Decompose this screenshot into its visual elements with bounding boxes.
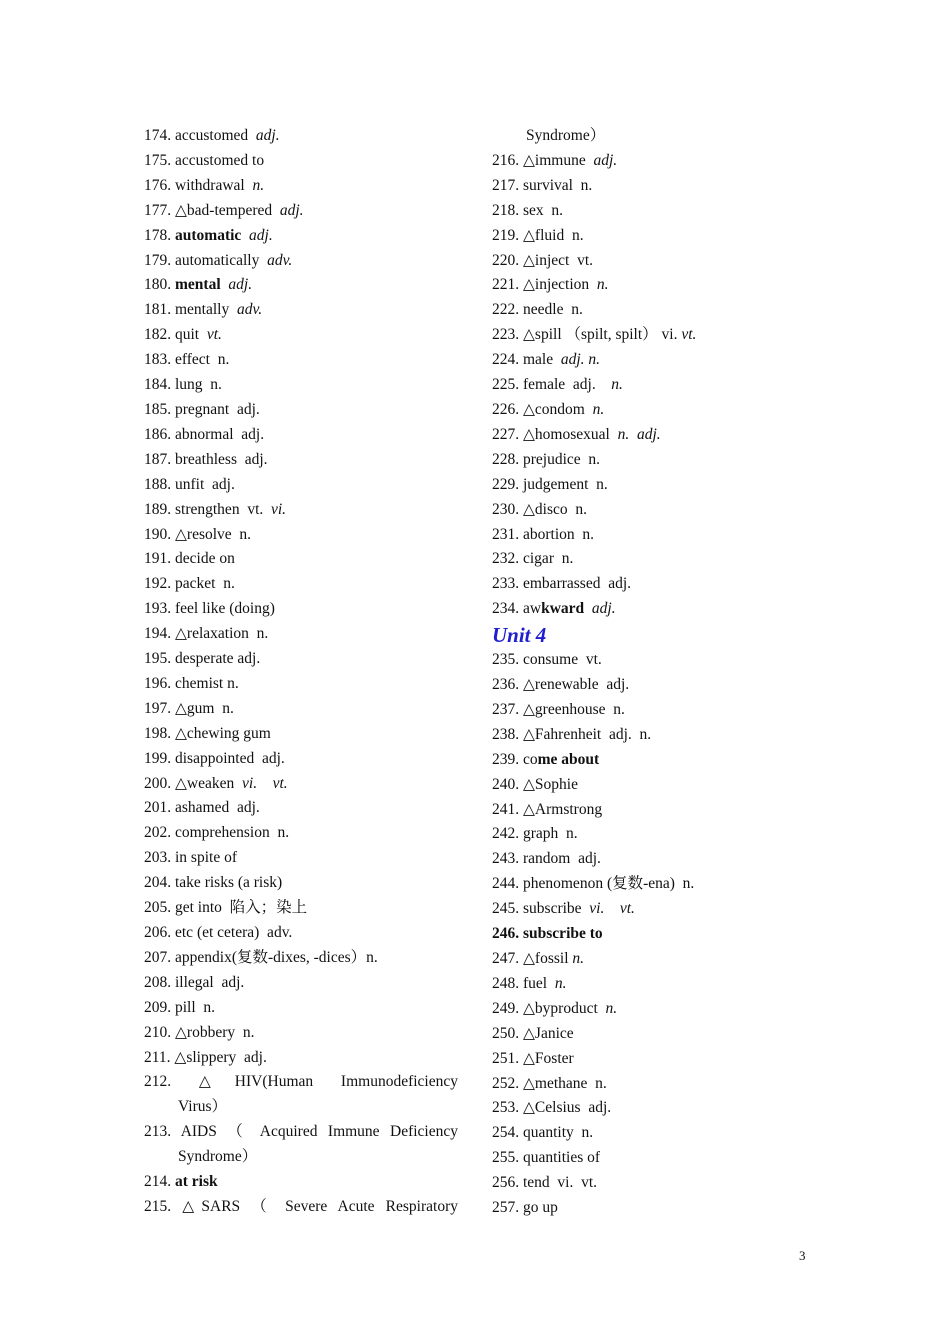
entry-text: n. <box>596 276 609 294</box>
entry-text: 203. in spite of <box>144 849 237 867</box>
vocab-entry <box>144 796 458 821</box>
entry-text: 227. △homosexual <box>492 425 618 443</box>
entry-text: 176. withdrawal <box>144 176 253 194</box>
left-column <box>144 124 458 1220</box>
vocab-entry <box>144 273 458 298</box>
vocab-entry <box>492 648 822 673</box>
entry-text: vi. <box>271 500 287 518</box>
vocab-entry <box>144 348 458 373</box>
vocab-entry <box>492 498 822 523</box>
entry-text: 238. △Fahrenheit adj. n. <box>492 725 652 743</box>
entry-text: 211. △slippery adj. <box>144 1048 267 1066</box>
entry-text: 177. △bad-tempered <box>144 201 280 219</box>
entry-text: 221. △injection <box>492 276 597 294</box>
entry-text: 255. quantities of <box>492 1149 601 1167</box>
vocab-entry <box>144 423 458 448</box>
entry-text: n. adj. <box>617 425 661 443</box>
vocab-entry <box>144 1170 458 1195</box>
entry-text: 217. survival n. <box>492 176 593 194</box>
entry-text: 204. take risks (a risk) <box>144 874 283 892</box>
vocab-entry <box>492 199 822 224</box>
entry-text: 232. cigar n. <box>492 550 574 568</box>
vocab-entry <box>144 1195 458 1220</box>
entry-text: 214. <box>144 1173 175 1191</box>
entry-text: adj. <box>228 276 253 294</box>
vocab-entry <box>492 298 822 323</box>
entry-text: 182. quit <box>144 326 207 344</box>
entry-text: 235. consume vt. <box>492 651 602 669</box>
entry-text: 220. △inject vt. <box>492 251 594 269</box>
entry-text: mental <box>175 276 221 294</box>
vocab-entry <box>144 896 458 921</box>
entry-text: 249. △byproduct <box>492 999 606 1017</box>
vocab-entry <box>492 423 822 448</box>
vocab-entry <box>144 523 458 548</box>
vocab-entry <box>144 672 458 697</box>
entry-text: Virus） <box>178 1098 228 1116</box>
entry-text: 197. △gum n. <box>144 699 234 717</box>
vocab-entry <box>144 124 458 149</box>
entry-text: 184. lung n. <box>144 376 222 394</box>
vocab-entry <box>492 847 822 872</box>
entry-text: 191. decide on <box>144 550 235 568</box>
vocab-entry <box>144 1120 458 1145</box>
entry-text: 178. <box>144 226 175 244</box>
vocab-entry <box>144 199 458 224</box>
entry-text: 180. <box>144 276 175 294</box>
vocab-entry <box>144 871 458 896</box>
vocab-entry <box>492 1022 822 1047</box>
vocab-entry <box>492 698 822 723</box>
vocab-entry <box>492 273 822 298</box>
vocab-entry <box>492 1096 822 1121</box>
vocab-entry <box>144 249 458 274</box>
entry-text: n. <box>572 950 585 967</box>
entry-text: 208. illegal adj. <box>144 973 245 991</box>
vocab-entry <box>144 174 458 199</box>
entry-text: 233. embarrassed adj. <box>492 575 632 593</box>
entry-text: n. <box>605 999 618 1017</box>
entry-text: me about <box>537 750 600 768</box>
entry-text: 198. △chewing gum <box>144 724 271 742</box>
vocab-entry <box>144 697 458 722</box>
entry-text: 206. etc (et cetera) adv. <box>144 924 293 941</box>
vocab-entry <box>492 373 822 398</box>
entry-text: 250. △Janice <box>492 1024 574 1042</box>
entry-text: vt. <box>681 326 697 344</box>
entry-text: 205. get into 陷入；染上 <box>144 899 308 917</box>
entry-text: 256. tend vi. vt. <box>492 1174 598 1192</box>
page-number: 3 <box>799 1248 806 1263</box>
entry-text: 240. △Sophie <box>492 775 578 793</box>
vocab-entry <box>492 348 822 373</box>
entry-text: 186. abnormal adj. <box>144 425 265 443</box>
vocab-entry <box>492 972 822 997</box>
vocab-entry <box>492 673 822 698</box>
vocab-entry <box>144 1070 458 1095</box>
right-bottom-entries <box>492 648 822 1221</box>
entry-text: 248. fuel <box>492 974 555 992</box>
vocab-entry <box>492 149 822 174</box>
entry-text <box>584 600 592 617</box>
entry-text: 242. graph n. <box>492 825 578 843</box>
entry-text: 210. △robbery n. <box>144 1023 255 1041</box>
entry-text: 207. appendix(复数-dixes, -dices）n. <box>144 948 378 966</box>
vocab-entry <box>144 772 458 797</box>
vocab-entry <box>492 1047 822 1072</box>
entry-text: 231. abortion n. <box>492 525 595 543</box>
entry-text: n. <box>611 376 623 394</box>
entry-text: 241. △Armstrong <box>492 800 603 818</box>
entry-text: 239. co <box>492 750 538 768</box>
entry-text: 189. strengthen vt. <box>144 500 271 518</box>
entry-text: n. <box>554 974 567 992</box>
entry-text: 244. phenomenon (复数-ena) n. <box>492 875 695 893</box>
vocab-entry <box>492 897 822 922</box>
vocab-entry <box>144 946 458 971</box>
entry-text: 175. accustomed to <box>144 151 265 169</box>
entry-text: 243. random adj. <box>492 850 601 868</box>
vocab-entry <box>144 747 458 772</box>
vocab-entry <box>144 473 458 498</box>
vocab-entry <box>144 572 458 597</box>
vocab-entry <box>144 971 458 996</box>
entry-text: n. <box>252 176 265 194</box>
vocab-entry <box>492 473 822 498</box>
entry-text: 213. AIDS （ Acquired Immune Deficiency <box>144 1123 458 1141</box>
entry-text: vi. vt. <box>242 774 288 792</box>
vocab-entry <box>144 448 458 473</box>
vocab-entry <box>492 1171 822 1196</box>
entry-text: 236. △renewable adj. <box>492 676 630 694</box>
entry-text: 251. △Foster <box>492 1049 574 1067</box>
entry-text: 194. △relaxation n. <box>144 625 269 643</box>
entry-text: 219. △fluid n. <box>492 226 584 244</box>
vocab-entry <box>144 1046 458 1071</box>
entry-text: adj. n. <box>560 351 601 369</box>
entry-text: 226. △condom <box>492 400 593 418</box>
entry-text: 215. △SARS （ Severe Acute Respiratory <box>144 1197 458 1215</box>
vocab-entry <box>144 597 458 622</box>
entry-text: 201. ashamed adj. <box>144 799 260 817</box>
entry-text: 252. △methane n. <box>492 1074 607 1092</box>
vocab-entry-continuation <box>144 1095 458 1120</box>
vocab-entry <box>144 498 458 523</box>
vocab-entry <box>492 398 822 423</box>
entry-text: vt. <box>206 326 222 344</box>
vocab-entry <box>492 798 822 823</box>
entry-text: 245. subscribe <box>492 900 590 918</box>
vocab-entry-continuation <box>492 124 822 149</box>
vocab-entry <box>144 298 458 323</box>
vocab-entry <box>144 821 458 846</box>
vocab-entry <box>144 149 458 174</box>
entry-text: adv. <box>267 251 293 269</box>
vocab-entry <box>492 1196 822 1221</box>
vocab-entry <box>492 872 822 897</box>
entry-text: 222. needle n. <box>492 301 583 319</box>
entry-text: 247. △fossil <box>492 950 573 967</box>
entry-text: n. <box>592 400 605 418</box>
entry-text: adj. <box>255 127 280 144</box>
vocab-entry <box>492 224 822 249</box>
entry-text: 218. sex n. <box>492 201 564 219</box>
entry-text: 174. accustomed <box>144 127 256 144</box>
entry-text: 188. unfit adj. <box>144 475 235 493</box>
vocab-entry <box>492 748 822 773</box>
entry-text: 212. △HIV(Human Immunodeficiency <box>144 1073 458 1091</box>
entry-text: adj. <box>591 600 616 618</box>
entry-text: 187. breathless adj. <box>144 450 268 468</box>
unit-heading: Unit 4 <box>492 623 547 648</box>
entry-text: 185. pregnant adj. <box>144 400 260 418</box>
vocab-entry <box>492 547 822 572</box>
entry-text: 181. mentally <box>144 301 237 319</box>
vocab-entry <box>492 922 822 947</box>
entry-text: 237. △greenhouse n. <box>492 700 625 718</box>
vocab-entry <box>144 996 458 1021</box>
entry-text <box>241 227 249 244</box>
vocab-entry <box>492 1121 822 1146</box>
entry-text: 196. chemist n. <box>144 674 239 692</box>
vocab-entry <box>144 323 458 348</box>
entry-text: 192. packet n. <box>144 575 235 593</box>
entry-text: adj. <box>593 151 618 169</box>
entry-text: at risk <box>175 1173 218 1191</box>
vocab-entry <box>492 572 822 597</box>
vocab-entry <box>492 773 822 798</box>
vocab-entry <box>492 174 822 199</box>
vocab-entry <box>492 323 822 348</box>
vocab-entry-continuation <box>144 1145 458 1170</box>
entry-text: 224. male <box>492 351 561 369</box>
entry-text: 195. desperate adj. <box>144 650 261 668</box>
vocab-entry <box>492 822 822 847</box>
vocab-entry <box>492 947 822 972</box>
entry-text: 229. judgement n. <box>492 475 608 493</box>
entry-text: Syndrome） <box>178 1148 258 1166</box>
entry-text: kward <box>541 600 585 618</box>
vocab-entry <box>492 597 822 622</box>
vocab-entry <box>492 523 822 548</box>
vocab-entry <box>492 1146 822 1171</box>
vocab-entry <box>144 647 458 672</box>
entry-text: 179. automatically <box>144 251 268 269</box>
entry-text: adv. <box>237 301 263 319</box>
vocab-entry <box>144 547 458 572</box>
entry-text: 230. △disco n. <box>492 500 588 518</box>
vocab-entry <box>144 921 458 946</box>
entry-text: 200. △weaken <box>144 774 243 792</box>
entry-text: adj. <box>279 201 304 219</box>
entry-text: 209. pill n. <box>144 998 216 1016</box>
vocab-entry <box>144 373 458 398</box>
vocab-entry <box>144 622 458 647</box>
vocab-entry <box>144 224 458 249</box>
vocab-entry <box>144 846 458 871</box>
right-top-entries <box>492 124 822 622</box>
entry-text: 234. aw <box>492 600 542 618</box>
entry-text: 202. comprehension n. <box>144 824 290 842</box>
vocab-entry <box>492 1072 822 1097</box>
entry-text: 225. female adj. <box>492 376 612 394</box>
vocab-entry <box>492 723 822 748</box>
entry-text: 199. disappointed adj. <box>144 749 285 767</box>
entry-text: Syndrome） <box>526 127 606 144</box>
vocab-entry <box>144 1021 458 1046</box>
entry-text: 246. subscribe to <box>492 925 603 943</box>
entry-text: 228. prejudice n. <box>492 450 601 468</box>
entry-text: 190. △resolve n. <box>144 525 252 543</box>
vocab-entry <box>492 249 822 274</box>
entry-text: 254. quantity n. <box>492 1124 594 1142</box>
vocab-entry <box>492 997 822 1022</box>
entry-text: 216. △immune <box>492 151 594 169</box>
entry-text: 253. △Celsius adj. <box>492 1099 612 1117</box>
entry-text: 257. go up <box>492 1199 558 1217</box>
vocab-entry <box>144 398 458 423</box>
right-column <box>492 124 822 1221</box>
entry-text: 183. effect n. <box>144 351 230 369</box>
entry-text: adj. <box>249 226 273 244</box>
entry-text: vi. vt. <box>589 900 635 918</box>
vocab-entry <box>492 448 822 473</box>
entry-text: 223. △spill （spilt, spilt） vi. <box>492 326 682 344</box>
entry-text: 193. feel like (doing) <box>144 600 275 618</box>
entry-text: automatic <box>175 226 242 244</box>
vocab-entry <box>144 722 458 747</box>
